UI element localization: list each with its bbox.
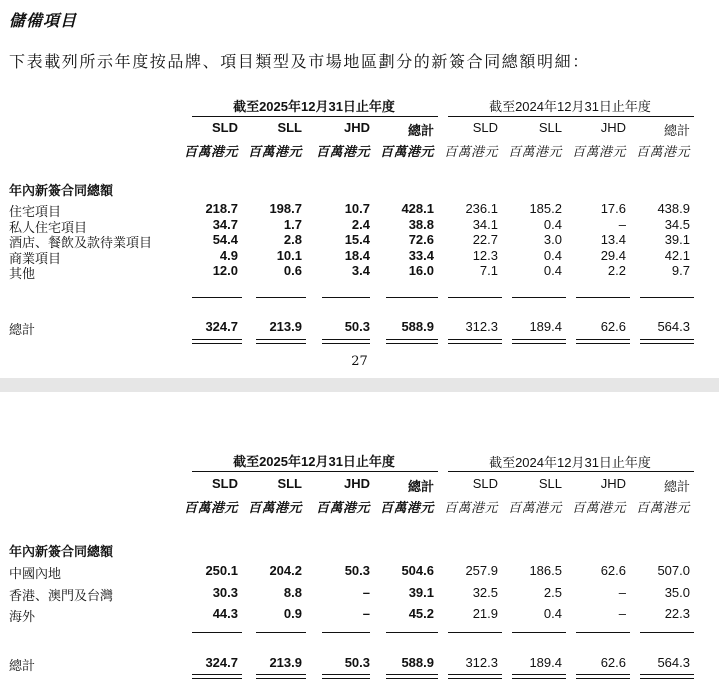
row-label: 其他 [9,267,36,282]
group-header-2024: 截至2024年12月31日止年度 [489,455,651,470]
col-header-total-2025: 總計 [407,479,434,494]
col-header-sld-2024: SLD [472,120,498,135]
table-cell: 30.3 [212,584,238,600]
table-cell: 438.9 [657,201,690,216]
subtotal-rule [256,297,306,298]
row-label: 中國內地 [9,567,62,582]
table-cell: 257.9 [465,563,498,578]
col-header-sll-2025: SLL [277,476,302,491]
subtotal-rule [322,297,370,298]
group-underline-2025 [192,471,438,472]
subtotal-rule [576,297,630,298]
total-cell: 213.9 [269,655,302,670]
unit-label: 百萬港元 [247,500,302,515]
table-cell: 7.1 [479,263,498,278]
subtotal-rule [576,632,630,633]
table-cell: 34.5 [664,216,690,232]
table-cell: 12.3 [472,247,498,263]
table-cell: 32.5 [472,584,498,600]
table-cell: 72.6 [408,232,434,247]
col-header-sll-2024: SLL [538,120,562,135]
table-cell: 428.1 [401,201,434,216]
table-cell: 0.4 [543,216,562,232]
total-double-rule [322,339,370,344]
table-cell: 185.2 [529,201,562,216]
unit-label: 百萬港元 [571,144,626,159]
table-cell: 2.5 [543,584,562,600]
subtotal-rule [512,297,566,298]
table-cell: 22.7 [472,232,498,247]
total-cell: 213.9 [269,319,302,334]
col-header-sld-2025: SLD [212,476,238,491]
total-double-rule [386,339,438,344]
table-cell: 22.3 [664,606,690,621]
total-double-rule [448,674,502,679]
total-cell: 312.3 [465,319,498,334]
total-cell: 564.3 [657,319,690,334]
table-cell: 0.4 [543,606,562,621]
group-underline-2024 [448,471,694,472]
page-gap [0,378,719,392]
group-header-2025: 截至2025年12月31日止年度 [233,99,395,114]
table-cell: 13.4 [600,232,626,247]
table-cell: 250.1 [205,563,238,578]
total-double-rule [512,674,566,679]
table-cell: 2.4 [351,216,370,232]
table-cell: 204.2 [269,563,302,578]
subtotal-rule [256,632,306,633]
total-double-rule [322,674,370,679]
table-cell: 21.9 [472,606,498,621]
total-cell: 50.3 [344,319,370,334]
total-double-rule [192,339,242,344]
total-double-rule [640,674,694,679]
unit-label: 百萬港元 [571,500,626,515]
table-cell: 2.8 [283,232,302,247]
unit-label: 百萬港元 [315,144,370,159]
row-label: 私人住宅項目 [9,220,88,236]
total-double-rule [448,339,502,344]
table-cell: 62.6 [600,563,626,578]
total-label: 總計 [9,323,36,338]
col-header-jhd-2025: JHD [343,476,370,491]
subtotal-rule [386,297,438,298]
table-cell: 38.8 [408,216,434,232]
total-cell: 62.6 [600,319,626,334]
row-label: 海外 [9,610,36,625]
col-header-jhd-2024: JHD [600,476,626,491]
unit-label: 百萬港元 [507,144,562,159]
table-cell: 39.1 [664,232,690,247]
table-cell: 3.4 [351,263,370,278]
table-cell: 236.1 [465,201,498,216]
col-header-total-2024: 總計 [663,123,690,138]
row-label: 住宅項目 [9,205,62,220]
table-cell: 29.4 [600,247,626,263]
table-cell: 8.8 [283,584,302,600]
total-double-rule [256,339,306,344]
table-cell: 0.6 [283,263,302,278]
section-title: 儲備項目 [9,11,78,30]
table-cell: 504.6 [401,563,434,578]
table-cell: 12.0 [212,263,238,278]
subtotal-rule [322,632,370,633]
col-header-jhd-2025: JHD [343,120,370,135]
table-cell: 186.5 [529,563,562,578]
table-cell: 44.3 [212,606,238,621]
total-cell: 50.3 [344,655,370,670]
row-label: 酒店、餐飲及款待業項目 [9,236,153,251]
total-cell: 588.9 [401,655,434,670]
page-28 [0,392,719,695]
total-double-rule [576,674,630,679]
unit-label: 百萬港元 [183,144,238,159]
subtotal-rule [192,632,242,633]
table-cell: 16.0 [408,263,434,278]
table-cell: – [618,216,626,232]
total-cell: 312.3 [465,655,498,670]
total-double-rule [256,674,306,679]
subtotal-rule [640,297,694,298]
table-cell: 507.0 [657,563,690,578]
intro-paragraph: 下表載列所示年度按品牌、項目類型及市場地區劃分的新簽合同總額明細： [9,52,590,71]
table-cell: 45.2 [408,606,434,621]
unit-label: 百萬港元 [635,144,690,159]
col-header-sld-2024: SLD [472,476,498,491]
table-cell: 50.3 [344,563,370,578]
table-cell: 17.6 [600,201,626,216]
table-cell: 2.2 [607,263,626,278]
table-cell: 0.9 [283,606,302,621]
unit-label: 百萬港元 [379,144,434,159]
subtotal-rule [640,632,694,633]
unit-label: 百萬港元 [379,500,434,515]
table-cell: – [618,584,626,600]
unit-label: 百萬港元 [443,144,498,159]
table-cell: 0.4 [543,263,562,278]
table-cell: 198.7 [269,201,302,216]
table-cell: 35.0 [664,584,690,600]
table-cell: 34.1 [472,216,498,232]
page-number: 27 [351,354,368,369]
unit-label: 百萬港元 [247,144,302,159]
col-header-sll-2025: SLL [277,120,302,135]
unit-label: 百萬港元 [183,500,238,515]
col-header-total-2025: 總計 [407,123,434,138]
subtotal-rule [512,632,566,633]
table-heading: 年內新簽合同總額 [9,545,114,560]
unit-label: 百萬港元 [315,500,370,515]
unit-label: 百萬港元 [507,500,562,515]
total-double-rule [192,674,242,679]
table-cell: 34.7 [212,216,238,232]
subtotal-rule [448,632,502,633]
total-double-rule [512,339,566,344]
group-underline-2024 [448,116,694,117]
table-cell: 10.1 [276,247,302,263]
table-cell: 33.4 [408,247,434,263]
table-heading: 年內新簽合同總額 [9,184,114,199]
subtotal-rule [386,632,438,633]
total-double-rule [640,339,694,344]
table-cell: 15.4 [344,232,370,247]
table-cell: – [362,584,370,600]
total-label: 總計 [9,659,36,674]
subtotal-rule [192,297,242,298]
unit-label: 百萬港元 [443,500,498,515]
group-header-2025: 截至2025年12月31日止年度 [233,454,395,469]
col-header-total-2024: 總計 [663,479,690,494]
table-cell: 3.0 [543,232,562,247]
table-cell: 10.7 [344,201,370,216]
total-cell: 189.4 [529,319,562,334]
total-cell: 564.3 [657,655,690,670]
table-cell: 1.7 [283,216,302,232]
total-double-rule [386,674,438,679]
table-cell: 9.7 [671,263,690,278]
row-label: 商業項目 [9,251,62,267]
total-cell: 62.6 [600,655,626,670]
table-cell: – [618,606,626,621]
total-cell: 189.4 [529,655,562,670]
total-cell: 324.7 [205,319,238,334]
group-underline-2025 [192,116,438,117]
col-header-sld-2025: SLD [212,120,238,135]
group-header-2024: 截至2024年12月31日止年度 [489,99,651,114]
row-label: 香港、澳門及台灣 [9,588,114,604]
unit-label: 百萬港元 [635,500,690,515]
table-cell: 0.4 [543,247,562,263]
total-double-rule [576,339,630,344]
table-cell: 218.7 [205,201,238,216]
table-cell: 39.1 [408,584,434,600]
total-cell: 588.9 [401,319,434,334]
table-cell: 54.4 [212,232,238,247]
table-cell: – [362,606,370,621]
col-header-sll-2024: SLL [538,476,562,491]
table-cell: 42.1 [664,247,690,263]
subtotal-rule [448,297,502,298]
table-cell: 4.9 [219,247,238,263]
col-header-jhd-2024: JHD [600,120,626,135]
total-cell: 324.7 [205,655,238,670]
table-cell: 18.4 [344,247,370,263]
